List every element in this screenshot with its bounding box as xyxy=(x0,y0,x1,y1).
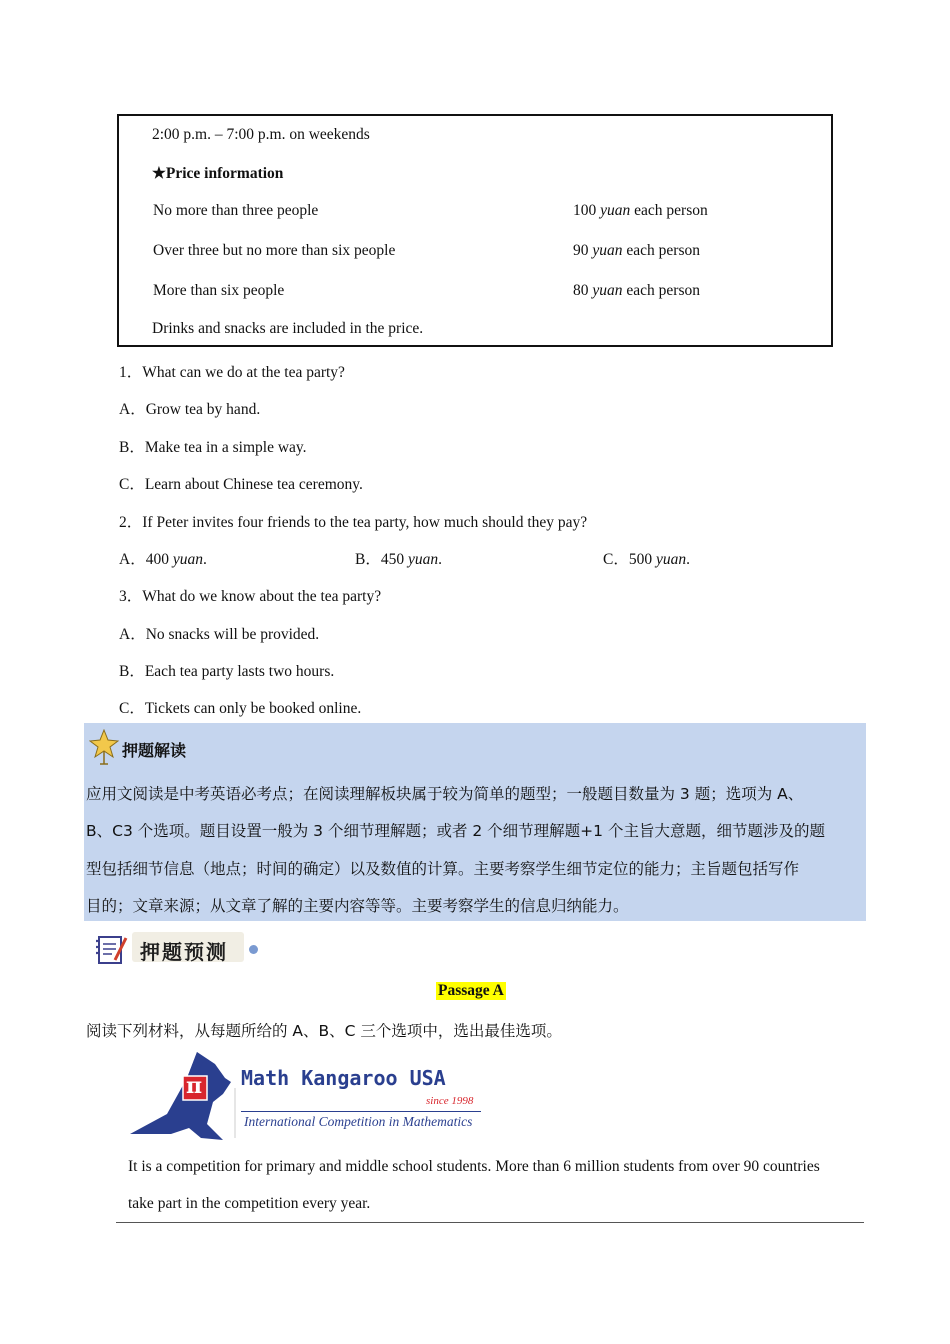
predict-title: 押题预测 xyxy=(140,940,228,964)
question-option: A．400 yuan. xyxy=(119,551,207,568)
price-amount: 100 yuan each person xyxy=(573,202,708,219)
price-group: No more than three people xyxy=(153,202,319,219)
analysis-line: 型包括细节信息（地点；时间的确定）以及数值的计算。主要考察学生细节定位的能力；主旨题包括写作 xyxy=(86,860,800,878)
price-note: Drinks and snacks are included in the price. xyxy=(152,320,424,337)
question-stem: 1．What can we do at the tea party? xyxy=(119,364,345,381)
analysis-block xyxy=(84,723,866,921)
intro-line: take part in the competition every year. xyxy=(128,1195,371,1212)
intro-line: It is a competition for primary and middle school students. More than 6 million students from over 90 countries xyxy=(128,1158,820,1175)
instruction: 阅读下列材料，从每题所给的 A、B、C 三个选项中，选出最佳选项。 xyxy=(86,1022,562,1040)
divider xyxy=(116,1222,864,1223)
question-stem: 2．If Peter invites four friends to the tea party, how much should they pay? xyxy=(119,514,588,531)
price-heading: ★Price information xyxy=(152,165,284,182)
question-option: C．500 yuan. xyxy=(603,551,690,568)
logo-name: Math Kangaroo USA xyxy=(241,1066,446,1090)
price-amount: 80 yuan each person xyxy=(573,282,700,299)
analysis-line: 应用文阅读是中考英语必考点；在阅读理解板块属于较为简单的题型；一般题目数量为 3 题；选项为 A、 xyxy=(86,785,804,803)
question-option: A．No snacks will be provided. xyxy=(119,626,320,643)
predict-heading xyxy=(96,930,258,968)
time-line: 2:00 p.m. – 7:00 p.m. on weekends xyxy=(152,126,370,143)
question-option: C．Tickets can only be booked online. xyxy=(119,700,362,717)
analysis-title: 押题解读 xyxy=(122,741,187,760)
analysis-line: 目的；文章来源；从文章了解的主要内容等等。主要考察学生的信息归纳能力。 xyxy=(86,897,629,915)
notebook-pencil-icon xyxy=(96,932,130,966)
pi-symbol: π xyxy=(186,1073,203,1099)
question-stem: 3．What do we know about the tea party? xyxy=(119,588,382,605)
bullet-dot xyxy=(249,945,258,954)
price-info-box xyxy=(117,114,833,347)
star-pin-icon xyxy=(89,729,119,765)
question-option: B．450 yuan. xyxy=(355,551,442,568)
analysis-line: B、C3 个选项。题目设置一般为 3 个细节理解题；或者 2 个细节理解题+1 个主旨大意题，细节题涉及的题 xyxy=(86,822,825,840)
logo-tagline: International Competition in Mathematics xyxy=(244,1114,473,1129)
price-amount: 90 yuan each person xyxy=(573,242,700,259)
math-kangaroo-logo xyxy=(127,1048,483,1146)
price-group: Over three but no more than six people xyxy=(153,242,396,259)
question-option: B．Each tea party lasts two hours. xyxy=(119,663,335,680)
price-group: More than six people xyxy=(153,282,285,299)
question-option: C．Learn about Chinese tea ceremony. xyxy=(119,476,363,493)
question-option: B．Make tea in a simple way. xyxy=(119,439,307,456)
question-option: A．Grow tea by hand. xyxy=(119,401,261,418)
logo-since: since 1998 xyxy=(426,1095,474,1107)
passage-title: Passage A xyxy=(438,982,504,999)
